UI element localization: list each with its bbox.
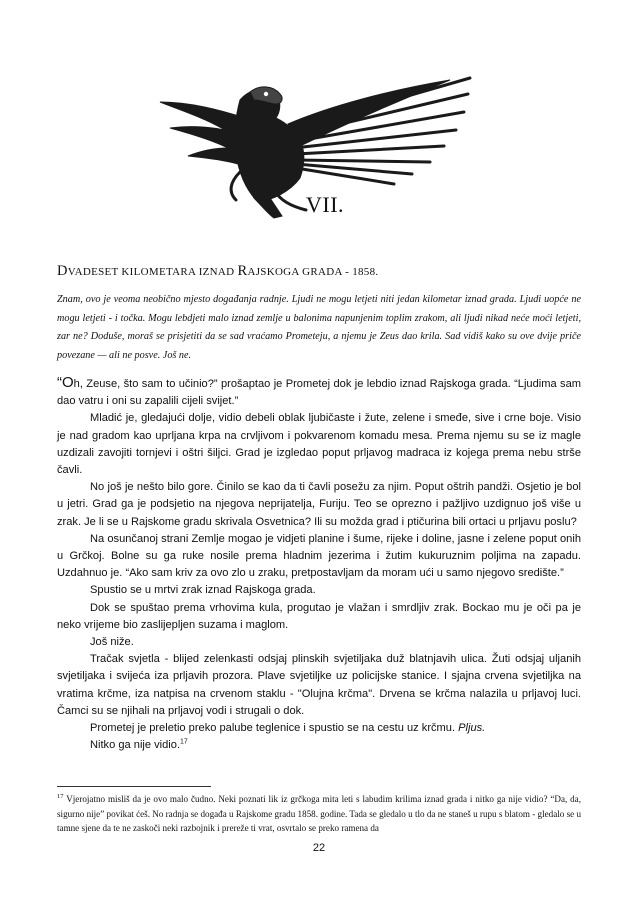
heading-text: VADESET KILOMETARA IZNAD	[67, 266, 238, 278]
paragraph-text: h, Zeuse, što sam to učinio?” prošaptao je Prometej dok je lebdio iznad Rajskoga grada. “Ljudima sam dao vatru i oni su zapalili cijeli svijet.”	[57, 378, 581, 408]
paragraph	[57, 720, 581, 737]
paragraph: Još niže.	[90, 636, 134, 649]
paragraph	[57, 374, 581, 410]
paragraph: Tračak svjetla - blijed zelenkasti odsjaj plinskih svjetiljaka duž blatnjavih ulica. Žuti odsjaj uljanih svjetiljaka i svijeća iza prljavih prozora. Plave svjetiljke uz policijske stanice. I sjajna crvena svjetiljka na vratima krčme, iza natpisa na crvenom staklu - "Olujna krčma". Drvena se krčma nalazila u prljavoj luci. Čamci su se njihali na prljavoj vodi i strugali o dok.	[57, 653, 581, 717]
page-number: 22	[312, 842, 326, 854]
paragraph: Mladić je, gledajući dolje, vidio debeli oblak ljubičaste i žute, zelene i smeđe, sive i crne boje. Visio je nad gradom kao uprljana krpa na crvljivom i pokvarenom komadu mesa. Prema njemu su se iz magle uzdizali zavojiti tornjevi i oštri šiljci. Grad je izgledao poput prljavog madraca iz kojega prema nebu strše čavli.	[57, 412, 581, 477]
chapter-heading	[57, 263, 581, 280]
heading-year: - 1858.	[342, 266, 379, 278]
paragraph-text: Prometej je preletio preko palube teglenice i spustio se na cestu uz krčmu.	[90, 722, 459, 735]
footnote-text: Vjerojatno misliš da je ovo malo čudno. Neki poznati lik iz grčkoga mita leti s labudim krilima iznad grada i nitko ga nije vidio? “Da, da, sigurno nije” povikat ćeš. No radnja se događa u Rajskome gradu 1858. godine. Tada se gledalo u tlo da ne staneš u rupu s blatom - gledalo se u tamne sjene da te ne zaskoči neki razbojnik i prereže ti vrat, osvrtalo se preko ramena da	[57, 794, 581, 834]
footnote-divider	[57, 786, 211, 787]
heading-initial: R	[237, 263, 248, 279]
paragraph: No još je nešto bilo gore. Činilo se kao da ti čavli posežu za njim. Poput oštrih pandži. Osjetio je bol u jetri. Grad ga je podsjetio na njegova neprijatelja, Furiju. Teo se oprezno i pažljivo uzdignuo još više u zrak. Je li se u Rajskome gradu skrivala Osvetnica? Ili su možda grad i ptičurina bili ortaci u prljavu poslu?	[57, 481, 581, 528]
paragraph	[57, 737, 581, 754]
heading-initial: D	[57, 263, 68, 279]
footnote	[57, 790, 581, 836]
footnote-mark: 17	[57, 793, 64, 800]
footnote-reference[interactable]: 17	[180, 738, 188, 746]
paragraph: Dok se spuštao prema vrhovima kula, progutao je vlažan i smrdljiv zrak. Bockao mu je oči pa je neko vrijeme bio zaslijepljen suzama i maglom.	[57, 601, 581, 631]
intro-paragraph: Znam, ovo je veoma neobično mjesto događanja radnje. Ljudi ne mogu letjeti niti jedan kilometar iznad grada. Ljudi uopće ne mogu letjeti - i točka. Mogu lebdjeti malo iznad zemlje u balonima napunjenim toplim zrakom, ali ljudi nikad neće moći letjeti, zar ne? Doduše, moraš se prisjetiti da se sad vraćamo Prometeju, a njemu je Zeus dao krila. Sad vidiš kako su ove dvije priče povezane — ali ne posve. Još ne.	[57, 294, 581, 361]
paragraph: Na osunčanoj strani Zemlje mogao je vidjeti planine i šume, rijeke i doline, jasne i zelene poput onih u Grčkoj. Bolne su ga ruke nosile prema hladnim jezerima i žutim kukuruznim poljima na zapadu. Uzdahnuo je. “Ako sam kriv za ovo zlo u zraku, pretpostavljam da moram ući u samo njegovo središte.”	[57, 532, 581, 580]
paragraph-text: Nitko ga nije vidio.	[90, 739, 181, 752]
body-text	[57, 374, 581, 754]
emphasis: Pljus.	[458, 722, 486, 735]
chapter-number: VII.	[306, 192, 345, 217]
drop-cap: “O	[57, 374, 74, 391]
heading-text: AJSKOGA GRADA	[247, 266, 343, 278]
paragraph: Spustio se u mrtvi zrak iznad Rajskoga grada.	[90, 584, 316, 597]
